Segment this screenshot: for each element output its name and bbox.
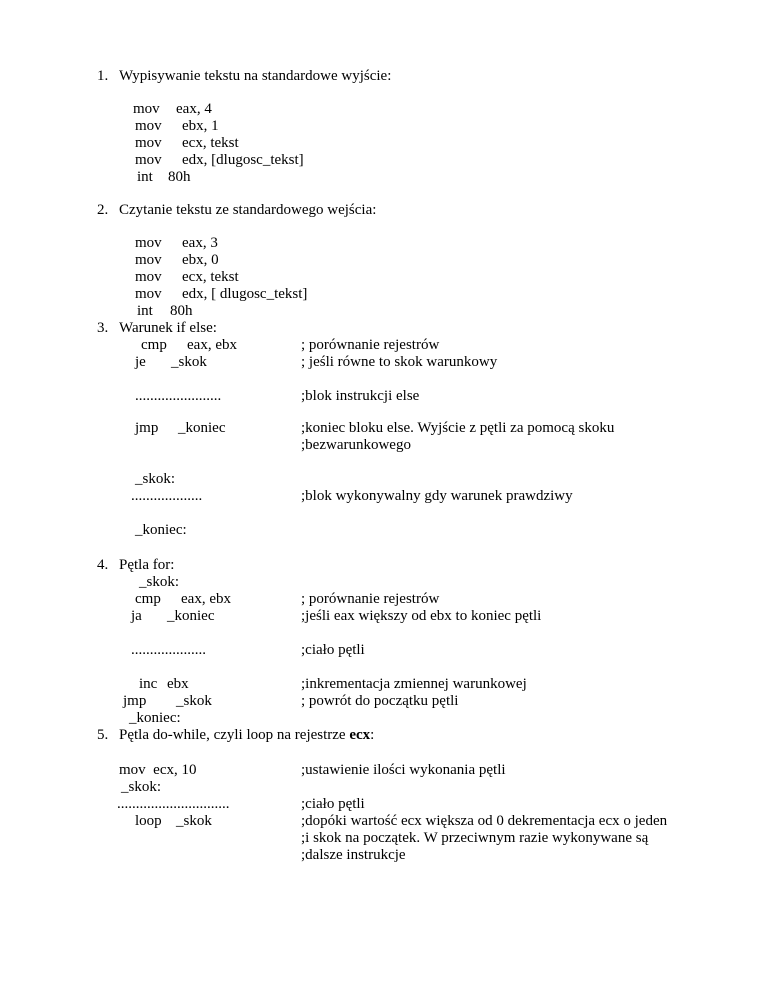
code-comment: ;koniec bloku else. Wyjście z pętli za pomocą skoku bbox=[301, 420, 615, 436]
section-title: Warunek if else: bbox=[119, 320, 217, 336]
code-comment: ;blok wykonywalny gdy warunek prawdziwy bbox=[301, 488, 573, 504]
code-comment: ; porównanie rejestrów bbox=[301, 591, 440, 607]
code-arg: eax, 3 bbox=[182, 235, 218, 251]
code-op: cmp bbox=[141, 337, 167, 353]
code-op: mov bbox=[135, 286, 162, 302]
code-label: _skok: bbox=[121, 779, 162, 795]
code-arg: ebx, 0 bbox=[182, 252, 219, 268]
code-comment: ;ciało pętli bbox=[301, 796, 365, 812]
title-register: ecx bbox=[349, 727, 371, 743]
code-op: mov bbox=[135, 152, 162, 168]
code-arg: edx, [ dlugosc_tekst] bbox=[182, 286, 308, 302]
code-op: je bbox=[135, 354, 146, 370]
code-comment: ; porównanie rejestrów bbox=[301, 337, 440, 353]
code-op: loop bbox=[135, 813, 162, 829]
code-arg: ebx bbox=[167, 676, 189, 692]
code-arg: edx, [dlugosc_tekst] bbox=[182, 152, 304, 168]
code-arg: ecx, tekst bbox=[182, 269, 239, 285]
code-arg: eax, 4 bbox=[176, 101, 212, 117]
code-label: _skok: bbox=[135, 471, 176, 487]
section-title: Czytanie tekstu ze standardowego wejścia: bbox=[119, 202, 377, 218]
code-op: mov bbox=[135, 252, 162, 268]
code-op: mov bbox=[135, 269, 162, 285]
section-number: 3. bbox=[97, 320, 109, 336]
code-op: jmp bbox=[123, 693, 147, 709]
section-title: Pętla for: bbox=[119, 557, 175, 573]
code-comment: ;ustawienie ilości wykonania pętli bbox=[301, 762, 506, 778]
code-op: mov bbox=[133, 101, 160, 117]
code-op: mov bbox=[135, 235, 162, 251]
code-arg: eax, ebx bbox=[187, 337, 237, 353]
code-comment: ;bezwarunkowego bbox=[301, 437, 411, 453]
code-placeholder: ....................... bbox=[135, 388, 222, 404]
code-op: ja bbox=[131, 608, 142, 624]
title-text: Pętla do-while, czyli loop na rejestrze bbox=[119, 727, 350, 743]
code-placeholder: .............................. bbox=[117, 796, 230, 812]
code-op: mov bbox=[135, 135, 162, 151]
code-comment: ; jeśli równe to skok warunkowy bbox=[301, 354, 498, 370]
code-op: int bbox=[137, 169, 153, 185]
code-comment: ;dopóki wartość ecx większa od 0 dekrementacja ecx o jeden bbox=[301, 813, 668, 829]
code-comment: ; powrót do początku pętli bbox=[301, 693, 459, 709]
code-comment: ;jeśli eax większy od ebx to koniec pętli bbox=[301, 608, 542, 624]
title-colon: : bbox=[370, 727, 375, 743]
code-label: _koniec: bbox=[129, 710, 181, 726]
code-label: _koniec: bbox=[135, 522, 187, 538]
code-comment: ;dalsze instrukcje bbox=[301, 847, 406, 863]
code-arg: 80h bbox=[170, 303, 193, 319]
code-arg: ecx, tekst bbox=[182, 135, 239, 151]
section-number: 4. bbox=[97, 557, 109, 573]
code-placeholder: ................... bbox=[131, 488, 203, 504]
code-comment: ;ciało pętli bbox=[301, 642, 365, 658]
code-arg: eax, ebx bbox=[181, 591, 231, 607]
code-arg: 80h bbox=[168, 169, 191, 185]
code-comment: ;inkrementacja zmiennej warunkowej bbox=[301, 676, 527, 692]
code-arg: _skok bbox=[176, 693, 212, 709]
code-op: int bbox=[137, 303, 153, 319]
code-label: _skok: bbox=[139, 574, 180, 590]
code-op: jmp bbox=[135, 420, 159, 436]
section-title bbox=[119, 727, 374, 744]
code-line: mov ecx, 10 bbox=[119, 762, 197, 778]
code-placeholder: .................... bbox=[131, 642, 206, 658]
section-number: 1. bbox=[97, 68, 109, 84]
code-arg: _skok bbox=[176, 813, 212, 829]
code-arg: _koniec bbox=[167, 608, 215, 624]
section-number: 5. bbox=[97, 727, 109, 743]
code-op: inc bbox=[139, 676, 158, 692]
code-op: mov bbox=[135, 118, 162, 134]
code-comment: ;i skok na początek. W przeciwnym razie wykonywane są bbox=[301, 830, 649, 846]
code-arg: _skok bbox=[171, 354, 207, 370]
code-comment: ;blok instrukcji else bbox=[301, 388, 420, 404]
code-arg: _koniec bbox=[178, 420, 226, 436]
section-number: 2. bbox=[97, 202, 109, 218]
code-arg: ebx, 1 bbox=[182, 118, 219, 134]
section-title: Wypisywanie tekstu na standardowe wyjście: bbox=[119, 68, 392, 84]
code-op: cmp bbox=[135, 591, 161, 607]
